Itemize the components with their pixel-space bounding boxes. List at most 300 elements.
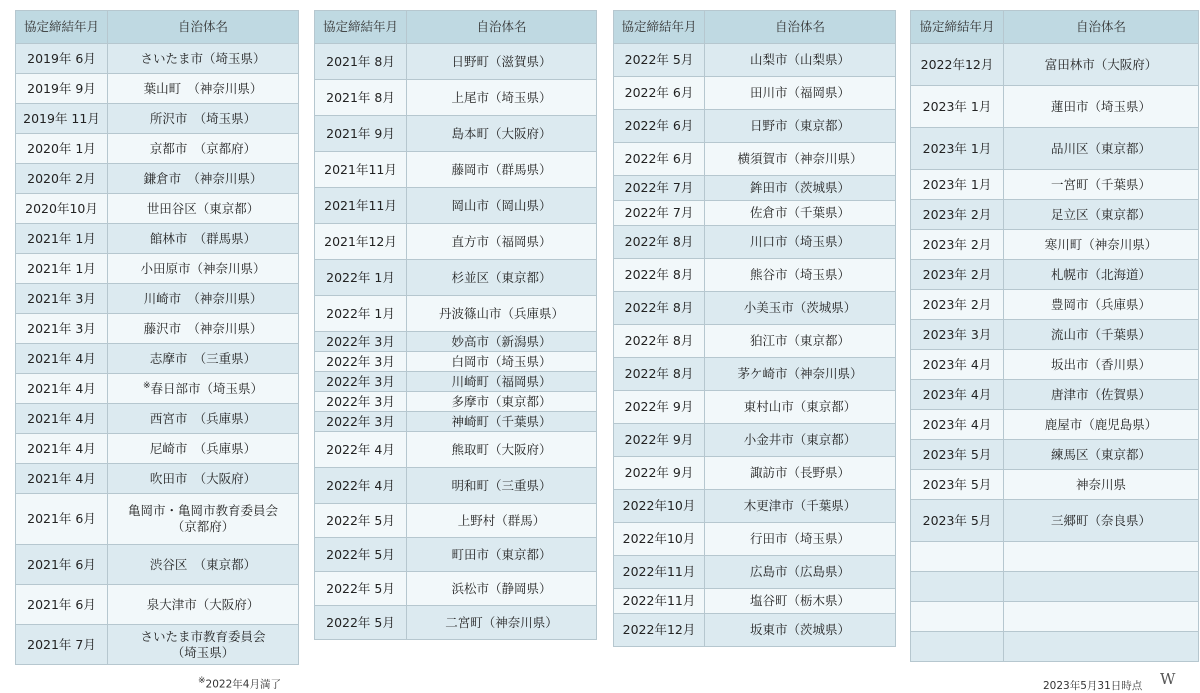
municipality-label: 直方市（福岡県）: [451, 233, 552, 249]
agreement-date: 2023年 2月: [911, 260, 1004, 290]
agreement-date: [911, 542, 1004, 572]
agreement-date: 2022年 6月: [614, 110, 705, 143]
agreement-date: 2021年12月: [315, 224, 407, 260]
agreement-date: 2022年 1月: [315, 296, 407, 332]
municipality-name: [108, 224, 299, 254]
agreement-date: 2022年 8月: [614, 259, 705, 292]
municipality-name: [1004, 572, 1199, 602]
table-row: [911, 200, 1199, 230]
table-row: [16, 625, 299, 665]
agreement-date: [911, 602, 1004, 632]
agreement-table-2: [314, 10, 597, 640]
table-row: [16, 164, 299, 194]
municipality-label: 西宮市 （兵庫県）: [149, 410, 257, 426]
municipality-label: 亀岡市・亀岡市教育委員会: [127, 503, 278, 519]
note-mark: ※: [142, 380, 151, 391]
as-of-date: 2023年5月31日時点: [1043, 680, 1143, 692]
municipality-label: 藤岡市（群馬県）: [451, 161, 552, 177]
table-row: [614, 457, 896, 490]
municipality-name: [1004, 230, 1199, 260]
agreement-date: 2021年 1月: [16, 224, 108, 254]
agreement-date: 2023年 1月: [911, 170, 1004, 200]
table-row: [315, 372, 597, 392]
municipality-name: [407, 504, 597, 538]
footnote: [198, 676, 281, 692]
table-row: [614, 614, 896, 647]
municipality-label: 町田市（東京都）: [451, 546, 552, 562]
agreement-date: 2022年 3月: [315, 332, 407, 352]
agreement-table-1: [15, 10, 299, 665]
agreement-date: 2021年 6月: [16, 494, 108, 545]
municipality-label: 鎌倉市 （神奈川県）: [143, 170, 263, 186]
table-row: [16, 374, 299, 404]
municipality-name: [108, 625, 299, 665]
table-row: [614, 490, 896, 523]
agreement-date: 2022年 9月: [614, 457, 705, 490]
municipality-name: [1004, 128, 1199, 170]
footnote-text: 2022年4月満了: [205, 678, 281, 691]
table-row: [16, 494, 299, 545]
municipality-name: [705, 391, 896, 424]
table-row: [16, 224, 299, 254]
agreement-date: 2021年 1月: [16, 254, 108, 284]
municipality-name: [705, 358, 896, 391]
agreement-date: 2022年11月: [614, 589, 705, 614]
municipality-name: [108, 314, 299, 344]
municipality-label: 岡山市（岡山県）: [451, 197, 552, 213]
municipality-name: [108, 44, 299, 74]
municipality-label: 熊取町（大阪府）: [451, 441, 552, 457]
municipality-label: 寒川町（神奈川県）: [1044, 236, 1158, 252]
municipality-label: 神崎町（千葉県）: [451, 413, 552, 429]
municipality-name: [108, 254, 299, 284]
table-row: [16, 44, 299, 74]
agreement-date: 2023年 1月: [911, 86, 1004, 128]
municipality-label: 坂出市（香川県）: [1050, 356, 1151, 372]
municipality-label: 茅ケ崎市（神奈川県）: [737, 366, 863, 382]
agreement-date: 2022年10月: [614, 523, 705, 556]
table-row: [16, 464, 299, 494]
agreement-date: 2020年 2月: [16, 164, 108, 194]
municipality-name: [705, 523, 896, 556]
agreement-date: 2023年 1月: [911, 128, 1004, 170]
municipality-label: 日野市（東京都）: [749, 118, 850, 134]
agreement-date: 2023年 4月: [911, 380, 1004, 410]
table-row: [315, 260, 597, 296]
municipality-label: 上野村（群馬）: [457, 512, 546, 528]
agreement-table-4: [910, 10, 1199, 662]
municipality-label: 志摩市 （三重県）: [149, 350, 257, 366]
table-row: [911, 410, 1199, 440]
municipality-label: 尼崎市 （兵庫県）: [149, 440, 257, 456]
header-municipality: 自治体名: [705, 11, 896, 44]
municipality-name: [705, 325, 896, 358]
table-row: [614, 226, 896, 259]
agreement-date: 2020年 1月: [16, 134, 108, 164]
municipality-label: 日野町（滋賀県）: [451, 53, 552, 69]
municipality-name: [1004, 200, 1199, 230]
table-row: [315, 224, 597, 260]
agreement-date: 2022年 3月: [315, 412, 407, 432]
agreement-date: 2023年 2月: [911, 200, 1004, 230]
municipality-name: [705, 589, 896, 614]
municipality-name: [108, 545, 299, 585]
municipality-name: [108, 585, 299, 625]
logo: W: [1160, 670, 1176, 688]
agreement-date: 2022年 5月: [614, 44, 705, 77]
table-row: [614, 110, 896, 143]
municipality-name: [407, 352, 597, 372]
municipality-name: [407, 224, 597, 260]
municipality-label: 川崎町（福岡県）: [451, 373, 552, 389]
agreement-date: 2021年 4月: [16, 434, 108, 464]
municipality-label: 東村山市（東京都）: [743, 399, 857, 415]
table-row: [911, 542, 1199, 572]
municipality-label: 吹田市 （大阪府）: [149, 470, 257, 486]
municipality-prefecture: （京都府）: [171, 519, 235, 534]
table-row: [911, 86, 1199, 128]
table-row: [315, 152, 597, 188]
municipality-label: 田川市（福岡県）: [749, 85, 850, 101]
agreement-date: 2022年 4月: [315, 432, 407, 468]
table-row: [911, 290, 1199, 320]
municipality-name: [705, 259, 896, 292]
municipality-name: [407, 432, 597, 468]
municipality-name: [407, 296, 597, 332]
agreement-date: 2022年 7月: [614, 176, 705, 201]
municipality-name: [108, 374, 299, 404]
municipality-label: 佐倉市（千葉県）: [749, 205, 850, 221]
header-date: 協定締結年月: [911, 11, 1004, 44]
municipality-name: [108, 404, 299, 434]
municipality-label: 品川区（東京都）: [1050, 140, 1151, 156]
table-row: [315, 80, 597, 116]
municipality-label: 練馬区（東京都）: [1050, 446, 1151, 462]
agreement-date: 2019年 6月: [16, 44, 108, 74]
table-row: [911, 500, 1199, 542]
municipality-label: 行田市（埼玉県）: [749, 531, 850, 547]
header-municipality: 自治体名: [407, 11, 597, 44]
table-row: [614, 77, 896, 110]
municipality-name: [705, 176, 896, 201]
agreement-date: 2021年 3月: [16, 284, 108, 314]
agreement-date: 2021年 4月: [16, 464, 108, 494]
municipality-label: 塩谷町（栃木県）: [749, 593, 850, 609]
agreement-date: 2021年 3月: [16, 314, 108, 344]
municipality-label: 明和町（三重県）: [451, 477, 552, 493]
municipality-label: 鹿屋市（鹿児島県）: [1044, 416, 1158, 432]
municipality-name: [1004, 380, 1199, 410]
table-row: [315, 188, 597, 224]
table-row: [911, 470, 1199, 500]
agreement-date: 2021年 4月: [16, 374, 108, 404]
agreement-date: 2022年 9月: [614, 424, 705, 457]
municipality-label: 小金井市（東京都）: [743, 432, 857, 448]
municipality-label: 一宮町（千葉県）: [1050, 176, 1151, 192]
agreement-date: 2021年 9月: [315, 116, 407, 152]
table-row: [16, 545, 299, 585]
agreement-date: 2022年12月: [614, 614, 705, 647]
agreement-date: 2022年 8月: [614, 226, 705, 259]
municipality-name: [1004, 260, 1199, 290]
agreement-date: 2023年 5月: [911, 500, 1004, 542]
table-row: [16, 404, 299, 434]
municipality-label: 川口市（埼玉県）: [749, 234, 850, 250]
agreement-date: 2022年 5月: [315, 504, 407, 538]
municipality-name: [407, 392, 597, 412]
municipality-name: [108, 194, 299, 224]
municipality-name: [108, 494, 299, 545]
municipality-label: 島本町（大阪府）: [451, 125, 552, 141]
table-row: [911, 380, 1199, 410]
agreement-date: 2021年 8月: [315, 44, 407, 80]
agreement-date: 2022年 7月: [614, 201, 705, 226]
table-row: [315, 412, 597, 432]
agreement-date: 2022年10月: [614, 490, 705, 523]
header-date: 協定締結年月: [315, 11, 407, 44]
table-row: [315, 538, 597, 572]
municipality-name: [705, 490, 896, 523]
municipality-label: さいたま市（埼玉県）: [140, 50, 266, 66]
agreement-date: 2021年 4月: [16, 344, 108, 374]
municipality-label: 札幌市（北海道）: [1050, 266, 1151, 282]
municipality-name: [705, 201, 896, 226]
municipality-prefecture: （埼玉県）: [171, 644, 235, 660]
municipality-name: [407, 44, 597, 80]
agreement-date: 2021年 8月: [315, 80, 407, 116]
municipality-name: [108, 134, 299, 164]
agreement-date: [911, 632, 1004, 662]
agreement-date: 2022年 6月: [614, 77, 705, 110]
table-row: [16, 74, 299, 104]
agreement-date: 2023年 5月: [911, 470, 1004, 500]
table-row: [614, 292, 896, 325]
table-row: [614, 523, 896, 556]
municipality-label: 小田原市（神奈川県）: [140, 260, 266, 276]
municipality-label: 広島市（広島県）: [749, 564, 850, 580]
municipality-label: 富田林市（大阪府）: [1044, 56, 1158, 72]
table-row: [614, 424, 896, 457]
table-row: [16, 344, 299, 374]
municipality-name: [705, 226, 896, 259]
agreement-date: 2022年 3月: [315, 352, 407, 372]
municipality-label: 坂東市（茨城県）: [749, 622, 850, 638]
table-row: [911, 260, 1199, 290]
agreement-date: 2021年11月: [315, 188, 407, 224]
header-date: 協定締結年月: [614, 11, 705, 44]
header-municipality: 自治体名: [1004, 11, 1199, 44]
municipality-label: 木更津市（千葉県）: [743, 498, 857, 514]
municipality-label: 所沢市 （埼玉県）: [149, 110, 257, 126]
municipality-name: [1004, 602, 1199, 632]
municipality-label: 流山市（千葉県）: [1050, 326, 1151, 342]
municipality-name: [705, 292, 896, 325]
municipality-name: [1004, 350, 1199, 380]
table-row: [315, 504, 597, 538]
footnote-mark: ※: [198, 676, 206, 686]
agreement-date: 2022年 6月: [614, 143, 705, 176]
municipality-label: 藤沢市 （神奈川県）: [143, 320, 263, 336]
agreement-date: 2021年 7月: [16, 625, 108, 665]
municipality-name: [1004, 470, 1199, 500]
municipality-label: 諏訪市（長野県）: [749, 465, 850, 481]
agreement-date: 2022年 3月: [315, 372, 407, 392]
municipality-label: 足立区（東京都）: [1050, 206, 1151, 222]
municipality-name: [108, 164, 299, 194]
municipality-name: [108, 74, 299, 104]
table-row: [614, 44, 896, 77]
municipality-name: [1004, 86, 1199, 128]
municipality-label: 館林市 （群馬県）: [149, 230, 257, 246]
agreement-date: 2022年12月: [911, 44, 1004, 86]
municipality-name: [108, 104, 299, 134]
municipality-label: 小美玉市（茨城県）: [743, 300, 857, 316]
table-row: [315, 606, 597, 640]
agreement-date: 2021年11月: [315, 152, 407, 188]
municipality-label: 世田谷区（東京都）: [146, 200, 260, 216]
agreement-date: 2022年 4月: [315, 468, 407, 504]
agreement-date: 2022年 1月: [315, 260, 407, 296]
municipality-name: [705, 556, 896, 589]
municipality-name: [1004, 44, 1199, 86]
table-row: [16, 314, 299, 344]
municipality-name: [407, 606, 597, 640]
table-row: [614, 176, 896, 201]
table-row: [911, 572, 1199, 602]
table-row: [16, 585, 299, 625]
agreement-date: [911, 572, 1004, 602]
municipality-label: さいたま市教育委員会: [140, 628, 266, 644]
agreement-date: 2023年 4月: [911, 350, 1004, 380]
agreement-date: 2019年 9月: [16, 74, 108, 104]
table-row: [911, 440, 1199, 470]
municipality-name: [407, 116, 597, 152]
table-row: [614, 391, 896, 424]
municipality-name: [705, 143, 896, 176]
table-row: [315, 392, 597, 412]
municipality-name: [705, 614, 896, 647]
agreement-date: 2022年 5月: [315, 606, 407, 640]
municipality-name: [407, 572, 597, 606]
table-row: [315, 352, 597, 372]
municipality-name: [407, 80, 597, 116]
municipality-name: [705, 44, 896, 77]
table-row: [16, 134, 299, 164]
municipality-label: 神奈川県: [1075, 476, 1126, 492]
municipality-name: [1004, 290, 1199, 320]
table-row: [16, 254, 299, 284]
municipality-name: [1004, 542, 1199, 572]
agreement-date: 2022年 8月: [614, 325, 705, 358]
municipality-label: 横須賀市（神奈川県）: [737, 151, 863, 167]
table-row: [614, 556, 896, 589]
municipality-name: [1004, 320, 1199, 350]
municipality-name: [108, 284, 299, 314]
table-row: [315, 44, 597, 80]
table-row: [16, 284, 299, 314]
agreement-date: 2022年11月: [614, 556, 705, 589]
table-row: [315, 332, 597, 352]
agreement-date: 2022年 5月: [315, 538, 407, 572]
municipality-name: [108, 344, 299, 374]
agreement-date: 2022年 9月: [614, 391, 705, 424]
table-row: [315, 432, 597, 468]
table-row: [315, 296, 597, 332]
municipality-name: [108, 434, 299, 464]
table-row: [911, 170, 1199, 200]
agreement-date: 2023年 5月: [911, 440, 1004, 470]
agreement-date: 2023年 4月: [911, 410, 1004, 440]
municipality-label: 杉並区（東京都）: [451, 269, 552, 285]
table-row: [614, 589, 896, 614]
table-row: [614, 201, 896, 226]
municipality-label: 川崎市 （神奈川県）: [143, 290, 263, 306]
municipality-name: [1004, 170, 1199, 200]
table-row: [911, 632, 1199, 662]
municipality-label: 妙高市（新潟県）: [451, 333, 552, 349]
municipality-name: [407, 372, 597, 392]
municipality-name: [407, 188, 597, 224]
table-row: [614, 325, 896, 358]
agreement-date: 2021年 4月: [16, 404, 108, 434]
table-row: [16, 434, 299, 464]
municipality-name: [1004, 440, 1199, 470]
municipality-name: [407, 332, 597, 352]
municipality-label: 浜松市（静岡県）: [451, 580, 552, 596]
table-row: [911, 350, 1199, 380]
header-municipality: 自治体名: [108, 11, 299, 44]
municipality-label: 狛江市（東京都）: [749, 333, 850, 349]
municipality-label: 多摩市（東京都）: [451, 393, 552, 409]
municipality-label: 渋谷区 （東京都）: [149, 556, 257, 572]
municipality-name: [705, 110, 896, 143]
municipality-label: 二宮町（神奈川県）: [445, 614, 558, 630]
municipality-label: 豊岡市（兵庫県）: [1050, 296, 1151, 312]
table-row: [16, 194, 299, 224]
header-date: 協定締結年月: [16, 11, 108, 44]
agreement-date: 2022年 8月: [614, 358, 705, 391]
municipality-name: [705, 457, 896, 490]
table-row: [911, 128, 1199, 170]
municipality-name: [705, 77, 896, 110]
agreement-date: 2022年 3月: [315, 392, 407, 412]
municipality-name: [1004, 410, 1199, 440]
agreement-table-3: [613, 10, 896, 647]
municipality-label: 鉾田市（茨城県）: [749, 180, 850, 196]
agreement-date: 2023年 2月: [911, 290, 1004, 320]
municipality-name: [407, 152, 597, 188]
agreement-date: 2021年 6月: [16, 585, 108, 625]
municipality-label: 京都市 （京都府）: [149, 140, 257, 156]
municipality-label: 熊谷市（埼玉県）: [749, 267, 850, 283]
agreement-date: 2020年10月: [16, 194, 108, 224]
agreement-date: 2019年 11月: [16, 104, 108, 134]
table-row: [315, 468, 597, 504]
municipality-label: 泉大津市（大阪府）: [146, 596, 260, 612]
municipality-name: [407, 260, 597, 296]
municipality-name: [705, 424, 896, 457]
municipality-name: [108, 464, 299, 494]
municipality-label: 白岡市（埼玉県）: [451, 353, 552, 369]
table-row: [315, 572, 597, 606]
municipality-label: 葉山町 （神奈川県）: [143, 80, 263, 96]
municipality-label: 春日部市（埼玉県）: [150, 380, 264, 396]
municipality-name: [1004, 632, 1199, 662]
table-row: [614, 358, 896, 391]
table-row: [911, 230, 1199, 260]
table-row: [911, 44, 1199, 86]
agreement-date: 2023年 2月: [911, 230, 1004, 260]
